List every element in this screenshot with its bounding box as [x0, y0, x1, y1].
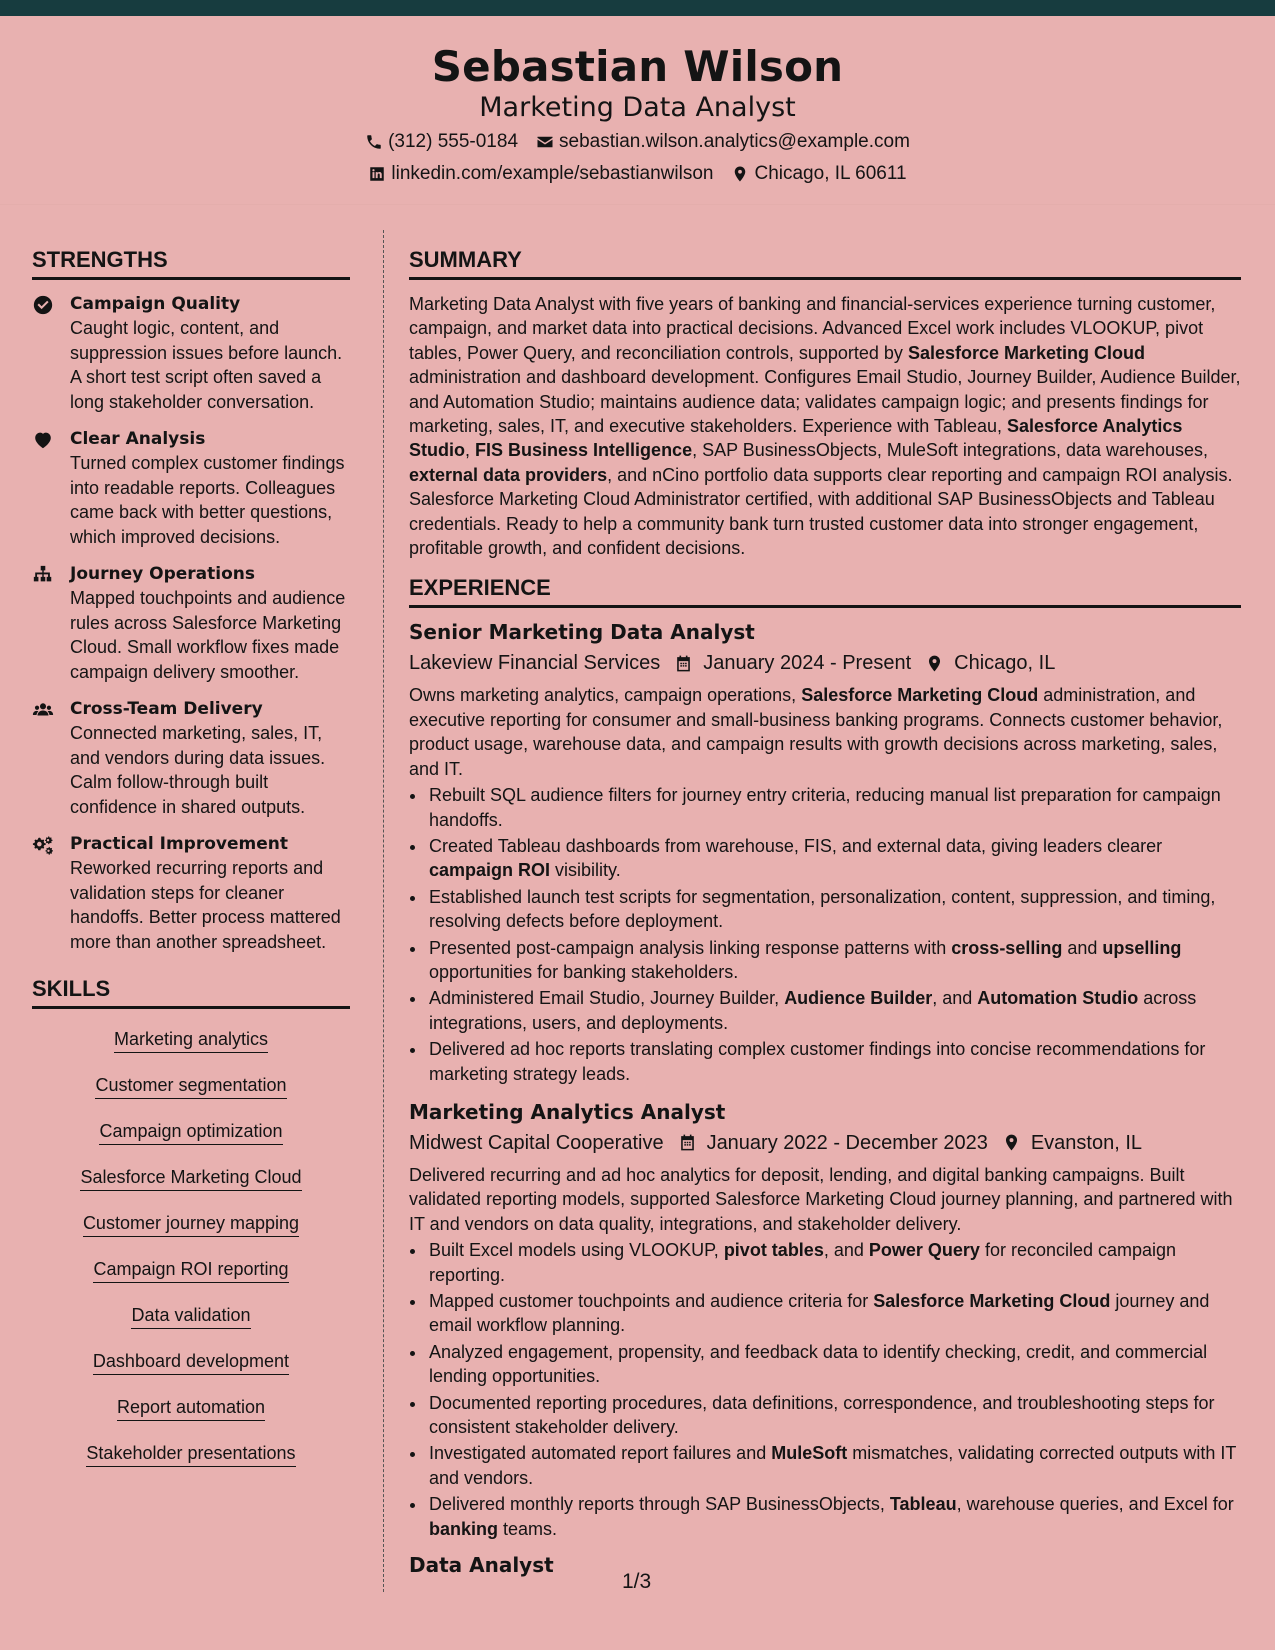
- job-bullets: [409, 1238, 1241, 1541]
- bullet-item: • Investigated automated report failures and MuleSoft mismatches, validating corrected outputs with IT and vendors.: [427, 1441, 1241, 1490]
- users-icon: [32, 699, 54, 721]
- bullet-item: • Delivered ad hoc reports translating complex customer findings into concise recommendations for marketing strategy leads.: [427, 1037, 1241, 1086]
- column-divider: [383, 230, 384, 1592]
- check-circle-icon: [32, 294, 54, 316]
- job-role: Senior Marketing Data Analyst: [409, 620, 755, 645]
- strength-title: Campaign Quality: [70, 294, 241, 314]
- contact-row-1: [0, 130, 1275, 154]
- bullet-item: • Documented reporting procedures, data definitions, correspondence, and troubleshooting steps for consistent stakeholder delivery.: [427, 1391, 1241, 1440]
- job-entry: [409, 1098, 1241, 1541]
- calendar-icon: [678, 1133, 697, 1152]
- email-item[interactable]: [536, 130, 910, 154]
- phone-item: [365, 130, 518, 154]
- job-role: Data Analyst: [409, 1553, 554, 1578]
- strength-description: Mapped touchpoints and audience rules across Salesforce Marketing Cloud. Small workflow fixes made campaign delivery smoother.: [70, 588, 346, 682]
- heart-icon: [32, 429, 54, 451]
- bullet-item: • Analyzed engagement, propensity, and feedback data to identify checking, credit, and commercial lending opportunities.: [427, 1340, 1241, 1389]
- strength-description: Turned complex customer findings into readable reports. Colleagues came back with better questions, which improved decisions.: [70, 453, 345, 547]
- skills-heading: SKILLS: [32, 974, 350, 1009]
- calendar-icon: [674, 654, 693, 673]
- skill-tag: Customer journey mapping: [83, 1211, 299, 1237]
- bullet-item: • Built Excel models using VLOOKUP, pivot tables, and Power Query for reconciled campaign reporting.: [427, 1238, 1241, 1287]
- job-company: Midwest Capital Cooperative: [409, 1131, 664, 1154]
- strength-item: [32, 562, 350, 684]
- strength-item: [32, 292, 350, 414]
- job-dates: January 2022 - December 2023: [706, 1131, 988, 1154]
- job-dates: January 2024 - Present: [703, 652, 912, 675]
- skill-tag: Campaign ROI reporting: [93, 1257, 288, 1283]
- job-location: Evanston, IL: [1030, 1131, 1143, 1154]
- skill-tag: Campaign optimization: [99, 1119, 282, 1145]
- linkedin-text[interactable]: linkedin.com/example/sebastianwilson: [391, 163, 714, 184]
- job-role: Marketing Analytics Analyst: [409, 1099, 726, 1124]
- strength-title: Journey Operations: [70, 564, 255, 584]
- strength-item: [32, 427, 350, 549]
- job-description: Delivered recurring and ad hoc analytics for deposit, lending, and digital banking campaigns. Built validated reporting models, supported Salesforce Marketing Cloud journey planning, and partnered with IT and vendors on data quality, integrations, and stakeholder delivery.: [409, 1164, 1233, 1234]
- bullet-item: • Delivered monthly reports through SAP BusinessObjects, Tableau, warehouse queries, and Excel for banking teams.: [427, 1492, 1241, 1541]
- job-location: Chicago, IL: [954, 652, 1056, 675]
- map-marker-icon: [925, 654, 944, 673]
- job-bullets: [409, 783, 1241, 1086]
- strength-item: [32, 697, 350, 819]
- contact-row-2: [0, 162, 1275, 186]
- strengths-heading: STRENGTHS: [32, 245, 350, 280]
- top-accent-bar: [0, 0, 1275, 16]
- linkedin-item[interactable]: [368, 162, 713, 186]
- bullet-item: • Established launch test scripts for segmentation, personalization, content, suppression, and timing, resolving defects before deployment.: [427, 885, 1241, 934]
- job-company: Lakeview Financial Services: [409, 652, 661, 675]
- email-text[interactable]: sebastian.wilson.analytics@example.com: [559, 131, 910, 152]
- job-meta: [409, 1129, 1241, 1157]
- job-entry: [409, 618, 1241, 1086]
- candidate-name: Sebastian Wilson: [431, 42, 844, 91]
- bullet-item: • Rebuilt SQL audience filters for journey entry criteria, reducing manual list preparation for campaign handoffs.: [427, 783, 1241, 832]
- map-marker-icon: [731, 165, 749, 183]
- strength-title: Clear Analysis: [70, 429, 206, 449]
- bullet-item: • Mapped customer touchpoints and audience criteria for Salesforce Marketing Cloud journey and email workflow planning.: [427, 1289, 1241, 1338]
- bullet-item: • Created Tableau dashboards from warehouse, FIS, and external data, giving leaders clearer campaign ROI visibility.: [427, 834, 1241, 883]
- resume-header: [0, 16, 1275, 205]
- strength-description: Caught logic, content, and suppression issues before launch. A short test script often saved a long stakeholder conversation.: [70, 318, 343, 412]
- bullet-item: • Administered Email Studio, Journey Builder, Audience Builder, and Automation Studio across integrations, users, and deployments.: [427, 986, 1241, 1035]
- phone-text: (312) 555-0184: [388, 131, 519, 152]
- summary-text: Marketing Data Analyst with five years of banking and financial-services experience turning customer, campaign, and market data into practical decisions. Advanced Excel work includes VLOOKUP, pivot tables, Power Query, and reconciliation controls, supported by Salesforce Marketing Cloud administration and dashboard development. Configures Email Studio, Journey Builder, Audience Builder, and Automation Studio; maintains audience data; validates campaign logic; and presents findings for marketing, sales, IT, and executive stakeholders. Experience with Tableau, Salesforce Analytics Studio, FIS Business Intelligence, SAP BusinessObjects, MuleSoft integrations, data warehouses, external data providers, and nCino portfolio data supports clear reporting and campaign ROI analysis. Salesforce Marketing Cloud Administrator certified, with additional SAP BusinessObjects and Tableau credentials. Ready to help a community bank turn trusted customer data into stronger engagement, profitable growth, and confident decisions.: [409, 294, 1241, 559]
- skill-tag: Customer segmentation: [95, 1073, 286, 1099]
- location-item: [731, 162, 906, 186]
- page-number: 1/3: [622, 1570, 652, 1593]
- skill-tag: Stakeholder presentations: [86, 1441, 295, 1467]
- summary-heading: SUMMARY: [409, 245, 1241, 280]
- skill-tag: Salesforce Marketing Cloud: [80, 1165, 301, 1191]
- strength-title: Practical Improvement: [70, 834, 288, 854]
- sitemap-icon: [32, 564, 54, 586]
- envelope-icon: [536, 133, 554, 151]
- location-text: Chicago, IL 60611: [754, 163, 907, 184]
- skill-tag: Report automation: [117, 1395, 265, 1421]
- strength-title: Cross-Team Delivery: [70, 699, 263, 719]
- skill-tag: Data validation: [131, 1303, 250, 1329]
- skill-tag: Dashboard development: [93, 1349, 289, 1375]
- skill-tag: Marketing analytics: [114, 1027, 268, 1053]
- job-meta: [409, 649, 1241, 677]
- cogs-icon: [32, 834, 54, 856]
- bullet-item: • Presented post-campaign analysis linking response patterns with cross-selling and upselling opportunities for banking stakeholders.: [427, 936, 1241, 985]
- candidate-title: Marketing Data Analyst: [479, 92, 796, 123]
- linkedin-icon: [368, 165, 386, 183]
- phone-icon: [365, 133, 383, 151]
- strength-description: Reworked recurring reports and validation steps for cleaner handoffs. Better process mattered more than another spreadsheet.: [70, 858, 341, 952]
- job-entry: [409, 1551, 1241, 1579]
- map-marker-icon: [1002, 1133, 1021, 1152]
- strength-item: [32, 832, 350, 954]
- strength-description: Connected marketing, sales, IT, and vendors during data issues. Calm follow-through built confidence in shared outputs.: [70, 723, 326, 817]
- skills-list: [32, 1021, 350, 1481]
- left-column: [32, 245, 350, 1481]
- job-description: Owns marketing analytics, campaign operations, Salesforce Marketing Cloud administration, and executive reporting for consumer and small-business banking programs. Connects customer behavior, product usage, warehouse data, and campaign results with growth decisions across marketing, sales, and IT.: [409, 685, 1223, 779]
- experience-heading: EXPERIENCE: [409, 573, 1241, 608]
- right-column: [409, 245, 1241, 1579]
